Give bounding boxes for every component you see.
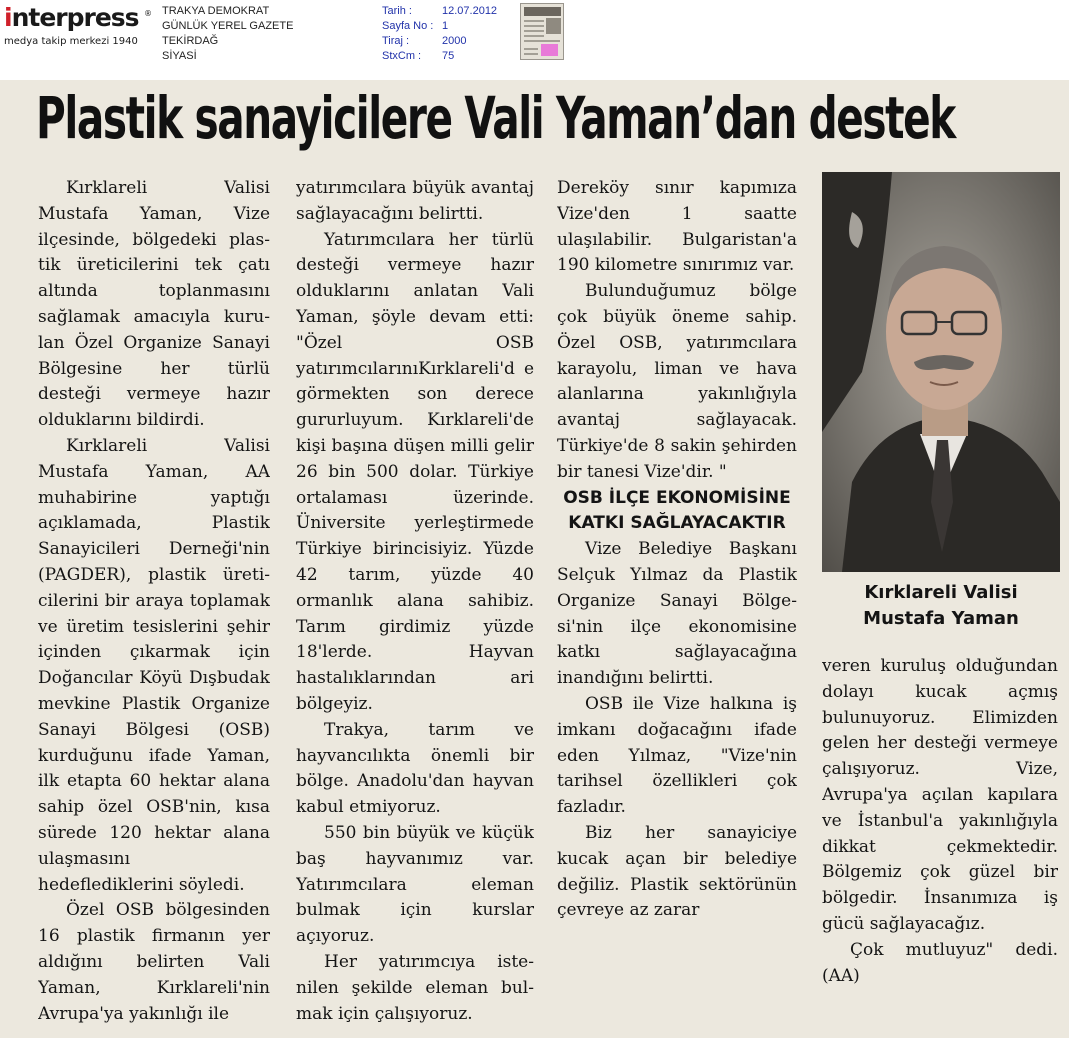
paragraph: Her yatırımcıya istenilen şekilde eleman bulmak için çalışıyoruz. — [296, 951, 534, 1024]
article-subheading: OSB İLÇE EKONOMİSİNE KATKI SAĞLAYACAKTIR — [563, 487, 791, 534]
paragraph: Trakya, tarım ve hayvancılıkta önemli bir bölge. Anadolu'dan hayvan kabul etmiyoruz. — [296, 719, 534, 818]
paragraph: OSB ile Vize halkına iş imkanı doğacağını ifade eden Yılmaz, "Vize'nin tarihsel özellikleri çok fazladır. — [557, 693, 797, 818]
paragraph: Bulunduğumuz bölge çok büyük öneme sahip. Özel OSB, yatırımcılara karayolu, liman ve hava alanlarına yakınlığıyla avantaj sağlayacak. Türkiye'de 8 sakin şehirden bir tanesi Vize'dir. " — [557, 281, 797, 482]
paragraph: Çok mutluyuz" dedi. (AA) — [822, 939, 1058, 986]
publication-name: TRAKYA DEMOKRAT — [162, 5, 270, 17]
meta-date: Tarih : 12.07.2012 — [382, 5, 498, 17]
clipping-meta — [382, 4, 497, 64]
publication-info — [162, 4, 293, 64]
meta-page: Sayfa No : 1 — [382, 20, 449, 32]
registered-mark: ® — [144, 9, 152, 18]
clip-location-marker — [541, 44, 558, 56]
meta-circulation: Tiraj : 2000 — [382, 35, 467, 47]
paragraph: Dereköy sınır kapımıza Vize'den 1 saatte ulaşılabilir. Bulgaristan'a 190 kilometre sınırımız var. — [557, 178, 797, 276]
photo-caption: Kırklareli Valisi Mustafa Yaman — [863, 582, 1019, 629]
page-thumbnail[interactable] — [520, 3, 564, 60]
paragraph: 550 bin büyük ve küçük baş hayvanımız var. Yatırımcılara eleman bulmak için kurslar açıyoruz. — [296, 822, 534, 947]
publication-category: SİYASİ — [162, 50, 197, 62]
article-column-4 — [822, 654, 1058, 1034]
logo-tagline: medya takip merkezi 1940 — [4, 36, 138, 47]
paragraph: Özel OSB bölgesinden 16 plastik firmanın yer aldığını belirten Vali Yaman, Kırklareli'nin Avrupa'ya yakınlığı ile — [38, 900, 270, 1024]
logo-wordmark-text: nterpress — [11, 3, 139, 32]
meta-stxcm: StxCm : 75 — [382, 50, 455, 62]
article-scan — [0, 80, 1069, 1038]
paragraph: yatırımcılara büyük avantaj sağlayacağını belirtti. — [296, 178, 534, 224]
interpress-logo — [4, 3, 154, 51]
article-column-2 — [296, 176, 534, 1036]
publication-type: GÜNLÜK YEREL GAZETE — [162, 20, 294, 32]
paragraph: Kırklareli Valisi Mustafa Yaman, Vize ilçesinde, bölgedeki plastik üreticilerini tek çatı altında toplanmasını sağlamak amacıyla kurulan Özel Organize Sanayi Bölgesine her türlü desteği vermeye hazır olduklarını bildirdi. — [38, 178, 270, 431]
publication-city: TEKİRDAĞ — [162, 35, 219, 47]
paragraph: Yatırımcılara her türlü desteği vermeye hazır olduklarını anlatan Vali Yaman, şöyle devam etti: "Özel OSB yatırımcılarınıKırklareli'd e görmekten son derece gururluyum. Kırklareli'de kişi başına düşen milli gelir 26 bin 500 dolar. Türkiye ortalaması üzerinde. Üniversite yerleştirmede Türkiye birincisiyiz. Yüzde 42 tarım, yüzde 40 ormanlık alana sahibiz. Tarım girdimiz yüzde 18'lerde. Hayvan hastalıklarından ari bölgeyiz. — [296, 229, 534, 714]
paragraph: Kırklareli Valisi Mustafa Yaman, AA muhabirine yaptığı açıklamada, Plastik Sanayicileri Derneği'nin (PAGDER), plastik üreticilerini bir araya toplamak ve üretim tesislerini şehir içinden çıkarmak için Doğancılar Köyü Dışbudak mevkine Plastik Organize Sanayi Bölgesi (OSB) kurduğunu ifade Yaman, ilk etapta 60 hektar alana sahip özel OSB'nin, kısa sürede 120 hektar alana ulaşmasını hedeflediklerini söyledi. — [38, 435, 270, 895]
article-column-3 — [557, 176, 797, 1036]
paragraph: Vize Belediye Başkanı Selçuk Yılmaz da Plastik Organize Sanayi Bölgesi'nin ilçe ekonomisine katkı sağlayacağına inandığını belirtti. — [557, 539, 797, 689]
logo-wordmark: interpress — [4, 3, 139, 32]
paragraph: veren kuruluş olduğundan dolayı kucak açmış bulunuyoruz. Elimizden gelen her desteği vermeye çalışıyoruz. Vize, Avrupa'ya açılan kapılara ve İstanbul'a yakınlığıyla dikkat çekmektedir. Bölgemiz çok güzel bir bölgedir. İnsanımıza iş gücü sağlayacağız. — [822, 656, 1058, 934]
governor-photo — [822, 172, 1060, 572]
paragraph: Biz her sanayiciye kucak açan bir belediye değiliz. Plastik sektörünün çevreye az zarar — [557, 822, 797, 921]
clipping-header — [0, 0, 1069, 80]
article-column-1 — [38, 176, 270, 1036]
article-headline: Plastik sanayicilere Vali Yaman’dan destek — [36, 84, 955, 152]
